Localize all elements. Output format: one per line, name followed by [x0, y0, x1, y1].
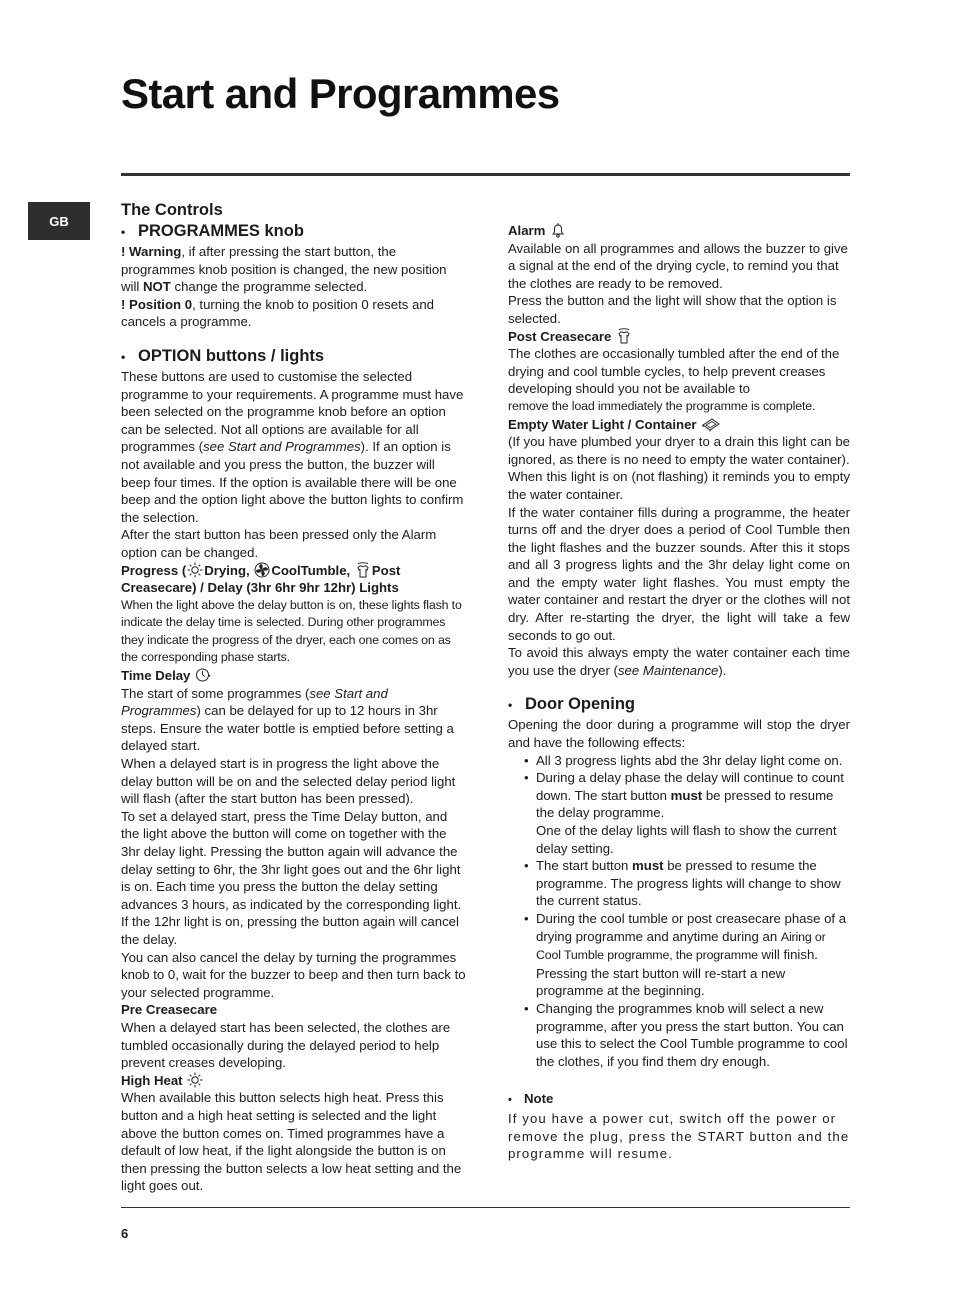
- empty-water-text-4: To avoid this always empty the water container each time you use the dryer (see Maintenance).: [508, 645, 850, 678]
- sun-icon: [187, 562, 203, 578]
- not-emphasis: NOT: [142, 279, 171, 295]
- option-alarm-note: After the start button has been pressed only the Alarm option can be changed.: [121, 527, 437, 560]
- shirt-icon: [616, 328, 632, 344]
- note-text: If you have a power cut, switch off the power or remove the plug, press the START button and the programme will resume.: [508, 1110, 850, 1162]
- progress-lights-text: When the light above the delay button is on, these lights flash to indicate the delay time is selected. During other programmes they indicate the progress of the dryer, each one comes on as the corresponding phase starts.: [121, 597, 462, 665]
- alarm-text: Available on all programmes and allows the buzzer to give a signal at the end of the drying cycle, to remind you that the clothes are ready to be removed.: [508, 240, 848, 291]
- time-delay-progress-text: When a delayed start is in progress the light above the delay button will be on and the selected delay period light will flash (after the start button has been pressed).: [121, 756, 456, 807]
- position-label: ! Position 0: [121, 296, 193, 312]
- empty-water-text-3: If the water container fills during a programme, the heater turns off and the dryer does a period of Cool Tumble then the light flashes and the buzzer sounds. After this it stops and all 3 progress lights and the 3hr delay light come on and the empty water light flashes. You must empty the water container and restart the dryer or the clothes will not dry. After re-starting the dryer, the light will take a few seconds to go out.: [508, 504, 850, 643]
- list-item: • During the cool tumble or post creasecare phase of a drying programme and anytime during an Airing or Cool Tumble programme, the programme will finish. Pressing the start button will re-start a new programme at the beginning.: [508, 910, 850, 1000]
- high-heat-text: When available this button selects high heat. Press this button and a high heat setting is selected and the light above the button comes on. Timed programmes have a default of low heat, if the light alongside the button is on then pressing the button selects a low heat setting and the light goes out.: [121, 1090, 462, 1194]
- progress-lights-heading: Progress ( Drying, CoolTumble, Post Creasecare) / Delay (3hr 6hr 9hr 12hr) Lights: [121, 562, 401, 596]
- left-column: [121, 200, 466, 1195]
- door-opening-heading: • Door Opening: [508, 694, 850, 716]
- high-heat-heading: High Heat: [121, 1072, 466, 1090]
- post-creasecare-heading: Post Creasecare: [508, 328, 850, 346]
- position-paragraph: ! Position 0, turning the knob to position 0 resets and cancels a programme.: [121, 296, 435, 330]
- list-item: • The start button must be pressed to resume the programme. The progress lights will change to show the current status.: [508, 857, 850, 910]
- language-badge: GB: [28, 202, 90, 240]
- warning-label: ! Warning: [121, 244, 182, 259]
- time-delay-paragraph: The start of some programmes (see Start and Programmes) can be delayed for up to 12 hours in 3hr steps. Ensure the water bottle is emptied before setting a delayed start.: [121, 685, 454, 754]
- page-number: 6: [121, 1226, 129, 1241]
- list-item: • All 3 progress lights abd the 3hr delay light come on.: [508, 752, 850, 770]
- time-delay-cancel-text: You can also cancel the delay by turning the programmes knob to 0, wait for the buzzer to beep and then turn back to your selected programme.: [121, 949, 466, 1000]
- bullet-dot: •: [121, 225, 126, 239]
- warning-paragraph: ! Warning, if after pressing the start button, the programmes knob position is changed, the new position will NOT change the programme selected.: [121, 244, 447, 295]
- fan-icon: [254, 562, 270, 578]
- empty-water-text: (If you have plumbed your dryer to a drain this light can be ignored, as there is no need to empty the water container).: [508, 434, 850, 467]
- pre-creasecare-heading: Pre Creasecare: [121, 1002, 218, 1018]
- bullet-dot: •: [121, 349, 126, 364]
- container-icon: [701, 416, 717, 432]
- time-delay-heading: Time Delay: [121, 667, 466, 685]
- pre-creasecare-text: When a delayed start has been selected, the clothes are tumbled occasionally during the delayed period to help prevent creases developing.: [121, 1019, 451, 1071]
- alarm-heading: Alarm: [508, 222, 850, 240]
- door-opening-intro: Opening the door during a programme will stop the dryer and have the following effects:: [508, 717, 850, 751]
- empty-water-heading: Empty Water Light / Container: [508, 416, 850, 434]
- post-creasecare-text-2: remove the load immediately the programme is complete.: [508, 398, 816, 413]
- time-delay-set-text: To set a delayed start, press the Time Delay button, and the light above the button will come on together with the 3hr delay light. Pressing the button again will advance the delay setting to 6hr, the 3hr light goes out and the 6hr light is on. Each time you press the button the delay setting advances 3 hours, as indicated by the corresponding light. If the 12hr light is on, pressing the button again will cancel the delay.: [121, 808, 462, 947]
- note-heading: • Note: [508, 1090, 850, 1110]
- right-column: [508, 222, 850, 1163]
- option-paragraph: These buttons are used to customise the selected programme to your requirements. A programme must have been selected on the programme knob before an option can be selected. Not all options are available for all programmes (see Start and Programmes). If an option is not available and you press the button, the buzzer will beep four times. If the option is available there will be one beep and the option light above the button lights to confirm the selection.: [121, 368, 464, 525]
- controls-heading: The Controls: [121, 201, 223, 219]
- door-effects-list: [508, 752, 850, 1071]
- bullet-dot: •: [508, 698, 513, 713]
- bell-icon: [550, 222, 566, 238]
- bullet-dot: •: [508, 1094, 512, 1107]
- top-divider: [121, 173, 850, 176]
- shirt-icon: [355, 562, 371, 578]
- sun-icon: [187, 1072, 203, 1088]
- post-creasecare-text: The clothes are occasionally tumbled after the end of the drying and cool tumble cycles, to help prevent creases developing should you not be available to: [508, 346, 840, 397]
- empty-water-text-2: When this light is on (not flashing) it reminds you to empty the water container.: [508, 469, 850, 502]
- list-item: • Changing the programmes knob will select a new programme, after you press the start button. You can use this to select the Cool Tumble programme to cool the clothes, if you find them dry enough.: [508, 1000, 850, 1070]
- alarm-text-2: Press the button and the light will show that the option is selected.: [508, 293, 837, 326]
- bottom-divider: [121, 1207, 850, 1208]
- list-item: • During a delay phase the delay will continue to count down. The start button must be pressed to resume the delay programme. One of the delay lights will flash to show the current delay setting.: [508, 769, 850, 857]
- clock-icon: [195, 667, 211, 683]
- page-title: Start and Programmes: [121, 70, 560, 117]
- option-buttons-heading: • OPTION buttons / lights: [121, 346, 466, 368]
- programmes-knob-heading: • PROGRAMMES knob: [121, 221, 466, 243]
